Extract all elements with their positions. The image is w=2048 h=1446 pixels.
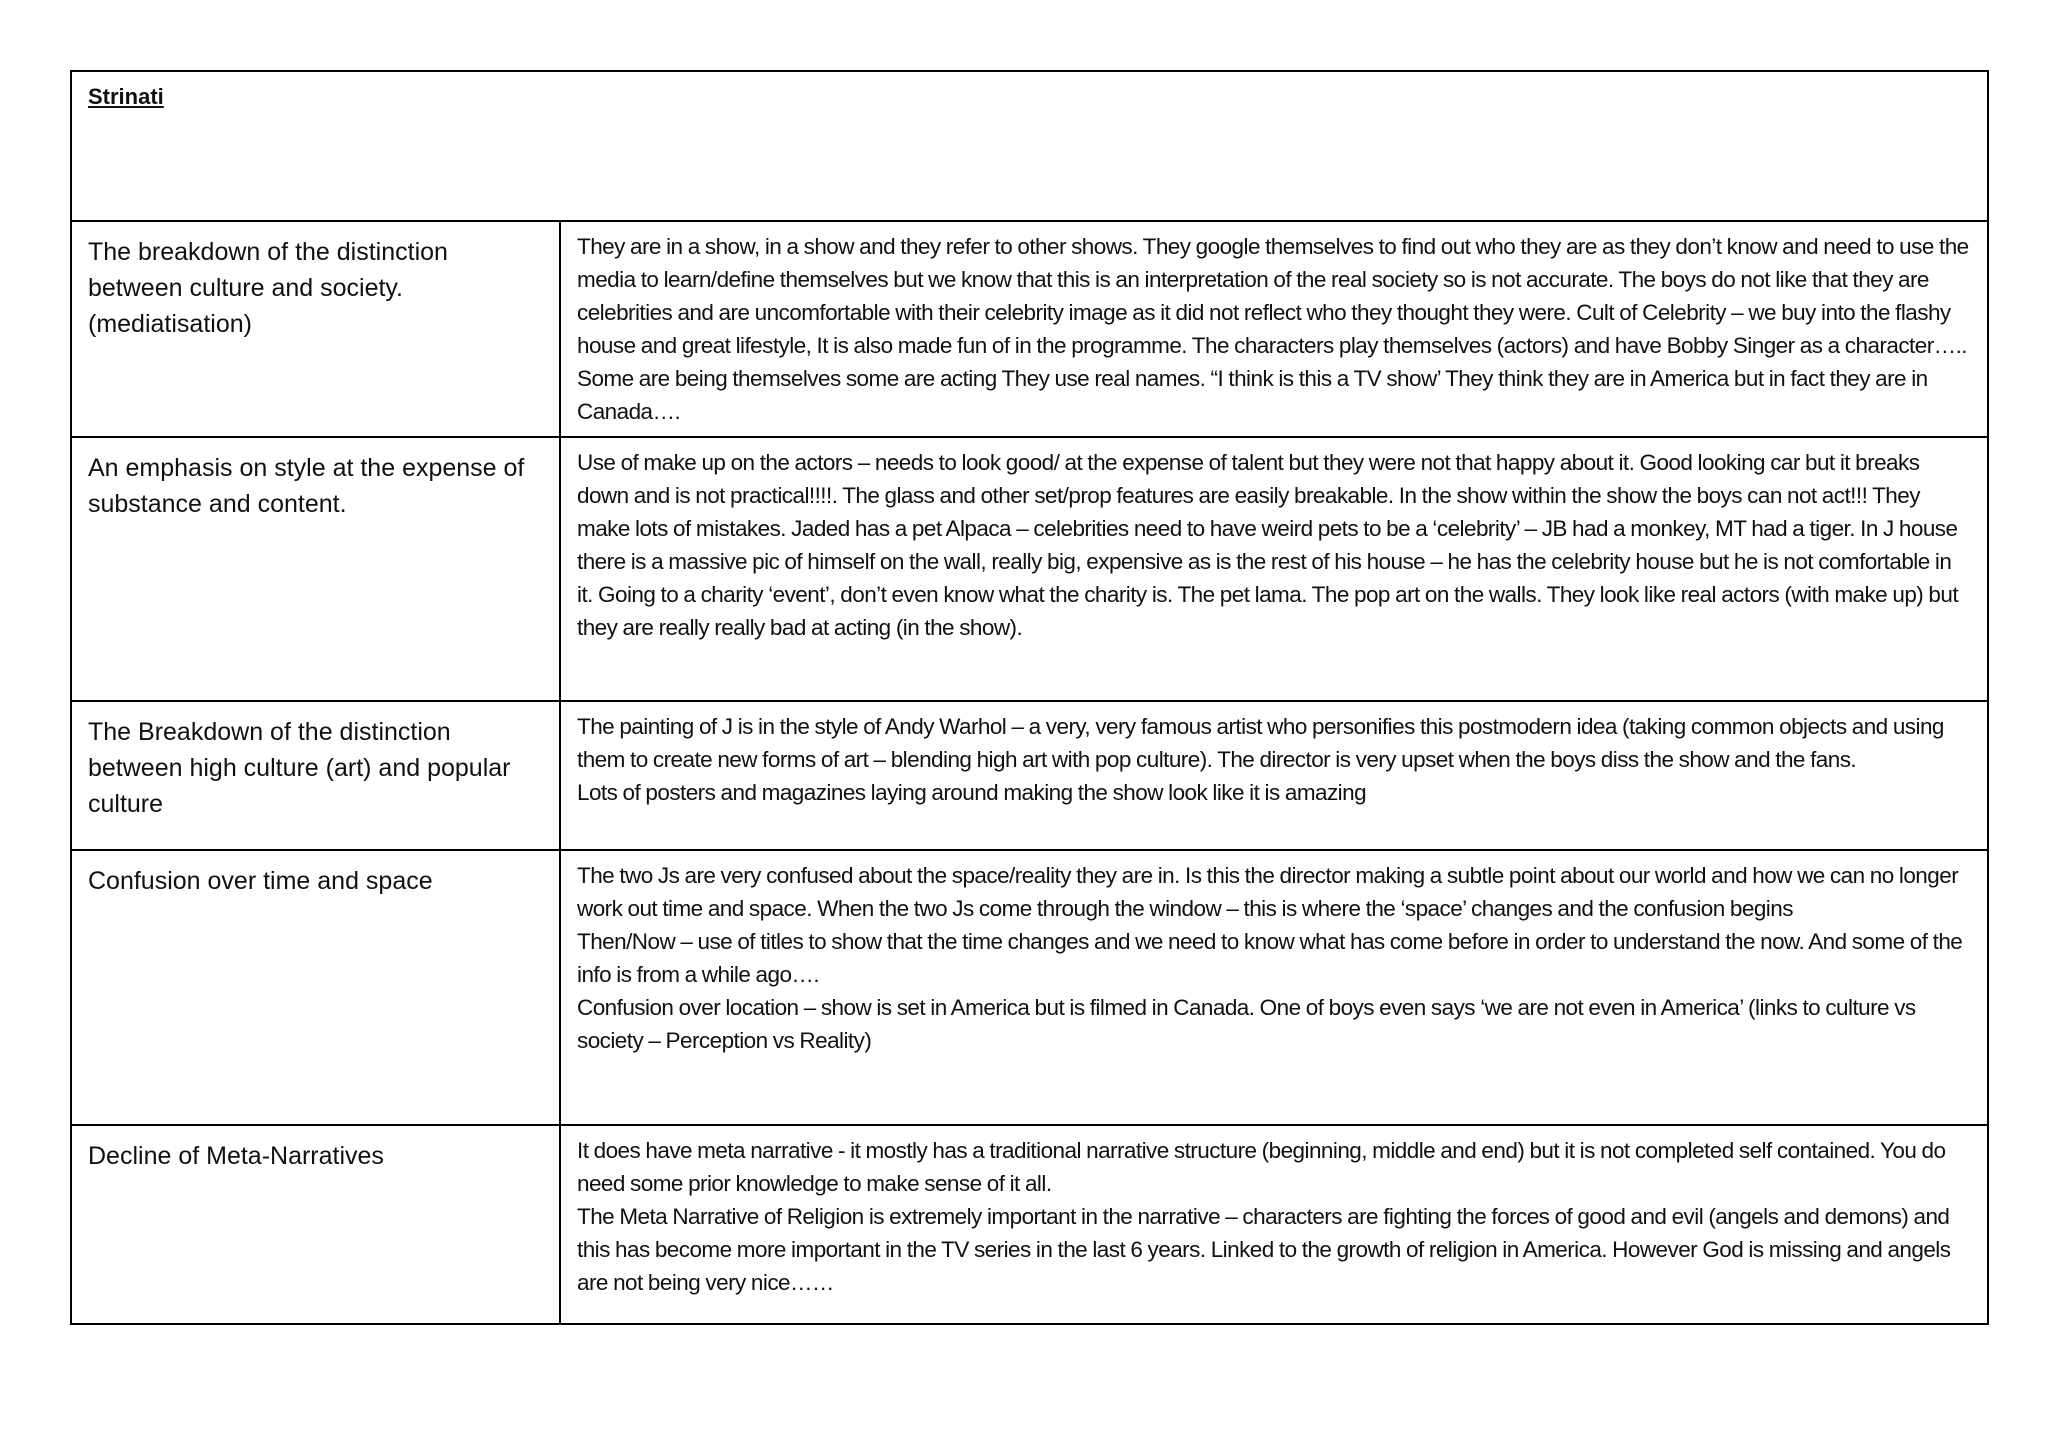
explanation-paragraph: Then/Now – use of titles to show that the time changes and we need to know what has come before in order to understand the now. And some of the info is from a while ago…. bbox=[577, 929, 1963, 987]
table-row bbox=[71, 1125, 1988, 1324]
explanation-cell bbox=[560, 437, 1988, 701]
explanation-paragraph: The painting of J is in the style of Andy Warhol – a very, very famous artist who personifies this postmodern idea (taking common objects and using them to create new forms of art – blending high art with pop culture). The director is very upset when the boys diss the show and the fans. bbox=[577, 714, 1944, 772]
explanation-paragraph: Lots of posters and magazines laying around making the show look like it is amazing bbox=[577, 780, 1367, 805]
explanation-cell bbox=[560, 1125, 1988, 1324]
concept-cell: Confusion over time and space bbox=[71, 850, 560, 1125]
table-row bbox=[71, 437, 1988, 701]
table-row bbox=[71, 701, 1988, 850]
explanation-paragraph: Confusion over location – show is set in America but is filmed in Canada. One of boys even says ‘we are not even in America’ (links to culture vs society – Perception vs Reality) bbox=[577, 995, 1916, 1053]
table-row bbox=[71, 221, 1988, 437]
concept-cell: The breakdown of the distinction between culture and society. (mediatisation) bbox=[71, 221, 560, 437]
concept-cell: An emphasis on style at the expense of substance and content. bbox=[71, 437, 560, 701]
explanation-paragraph: The two Js are very confused about the space/reality they are in. Is this the director making a subtle point about our world and how we can no longer work out time and space. When the two Js come through the window – this is where the ‘space’ changes and the confusion begins bbox=[577, 863, 1959, 921]
document-title: Strinati bbox=[88, 84, 164, 109]
explanation-paragraph: They are in a show, in a show and they refer to other shows. They google themselves to find out who they are as they don’t know and need to use the media to learn/define themselves but we know that this is an interpretation of the real society so is not accurate. The boys do not like that they are celebrities and are uncomfortable with their celebrity image as it did not reflect who they thought they were. Cult of Celebrity – we buy into the flashy house and great lifestyle, It is also made fun of in the programme. The characters play themselves (actors) and have Bobby Singer as a character….. Some are being themselves some are acting They use real names. “I think is this a TV show’ They think they are in America but in fact they are in Canada…. bbox=[577, 234, 1969, 424]
concept-cell: Decline of Meta-Narratives bbox=[71, 1125, 560, 1324]
explanation-paragraph: Use of make up on the actors – needs to look good/ at the expense of talent but they were not that happy about it. Good looking car but it breaks down and is not practical!!!!. The glass and other set/prop features are easily breakable. In the show within the show the boys can not act!!! They make lots of mistakes. Jaded has a pet Alpaca – celebrities need to have weird pets to be a ‘celebrity’ – JB had a monkey, MT had a tiger. In J house there is a massive pic of himself on the wall, really big, expensive as is the rest of his house – he has the celebrity house but he is not comfortable in it. Going to a charity ‘event’, don’t even know what the charity is. The pet lama. The pop art on the walls. They look like real actors (with make up) but they are really really bad at acting (in the show). bbox=[577, 450, 1959, 640]
explanation-paragraph: The Meta Narrative of Religion is extremely important in the narrative – characters are fighting the forces of good and evil (angels and demons) and this has become more important in the TV series in the last 6 years. Linked to the growth of religion in America. However God is missing and angels are not being very nice…… bbox=[577, 1204, 1951, 1295]
table-header-cell bbox=[71, 71, 1988, 221]
explanation-cell bbox=[560, 701, 1988, 850]
explanation-paragraph: It does have meta narrative - it mostly has a traditional narrative structure (beginning, middle and end) but it is not completed self contained. You do need some prior knowledge to make sense of it all. bbox=[577, 1138, 1946, 1196]
concept-cell: The Breakdown of the distinction between high culture (art) and popular culture bbox=[71, 701, 560, 850]
table-header-row bbox=[71, 71, 1988, 221]
explanation-cell bbox=[560, 221, 1988, 437]
strinati-table bbox=[70, 70, 1989, 1325]
explanation-cell bbox=[560, 850, 1988, 1125]
table-row bbox=[71, 850, 1988, 1125]
